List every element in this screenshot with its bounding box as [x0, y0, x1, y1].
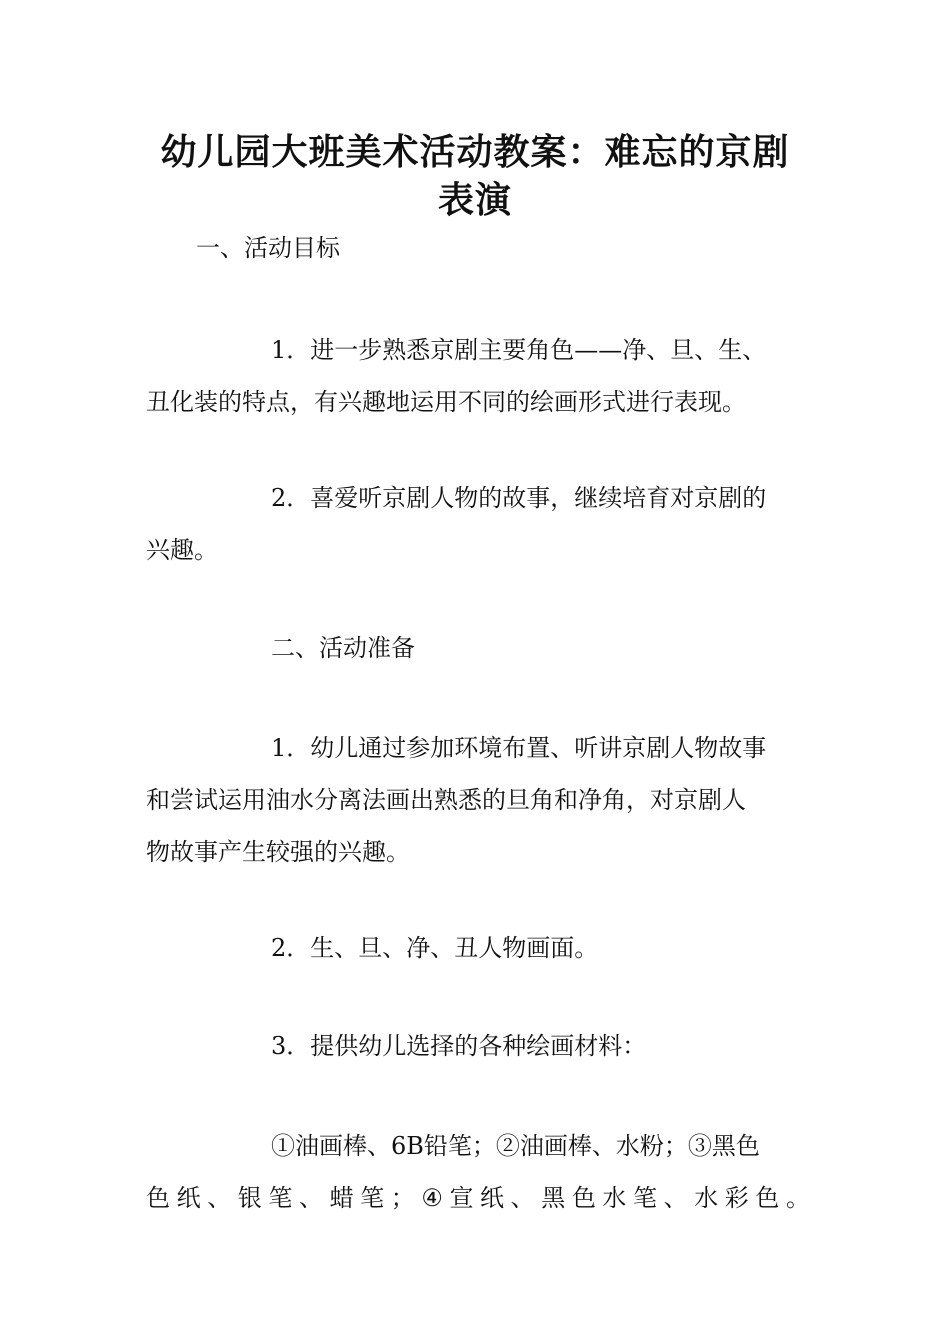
materials-list — [146, 1120, 810, 1224]
section-heading-preparation — [146, 622, 810, 674]
materials-line-2-char: 宣 — [449, 1184, 474, 1212]
materials-line-2-char: 蜡 — [329, 1184, 354, 1212]
materials-line-2-char: 、 — [298, 1184, 323, 1212]
goal-item-1-line-1: 1．进一步熟悉京剧主要角色——净、旦、生、 — [271, 336, 767, 364]
goal-item-1-line-2: 丑化装的特点，有兴趣地运用不同的绘画形式进行表现。 — [146, 388, 746, 416]
document-title-line-2: 表演 — [437, 180, 512, 221]
prep-item-3-line-1: 3．提供幼儿选择的各种绘画材料： — [271, 1032, 647, 1060]
materials-line-2-char: 、 — [207, 1184, 232, 1212]
prep-item-1 — [146, 722, 810, 878]
prep-item-1-line-2: 和尝试运用油水分离法画出熟悉的旦角和净角，对京剧人 — [146, 786, 746, 814]
materials-line-2-char: 色 — [146, 1184, 170, 1212]
materials-line-2-char: 笔 — [268, 1184, 293, 1212]
materials-line-2-char: 。 — [785, 1184, 810, 1212]
materials-line-2-char: 、 — [510, 1184, 535, 1212]
goal-item-1 — [146, 324, 810, 428]
materials-line-2-char: 色 — [571, 1184, 596, 1212]
materials-line-2-char: 纸 — [480, 1184, 505, 1212]
prep-item-3 — [146, 1020, 810, 1072]
materials-line-2-char: 色 — [755, 1184, 780, 1212]
materials-line-2-char: 水 — [694, 1184, 719, 1212]
goal-item-2-line-2: 兴趣。 — [146, 536, 218, 564]
materials-line-2-char: 银 — [237, 1184, 262, 1212]
goal-item-2-line-1: 2．喜爱听京剧人物的故事，继续培育对京剧的 — [271, 484, 767, 512]
materials-line-2-char: ④ — [421, 1184, 443, 1212]
materials-line-2-char: 水 — [602, 1184, 627, 1212]
prep-item-1-line-3: 物故事产生较强的兴趣。 — [146, 838, 410, 866]
prep-item-2-line-1: 2．生、旦、净、丑人物画面。 — [271, 934, 599, 962]
materials-line-2-char: 纸 — [176, 1184, 201, 1212]
section-heading-goals — [146, 222, 810, 274]
materials-line-2-char: 笔 — [360, 1184, 385, 1212]
materials-line-2-char: 彩 — [724, 1184, 749, 1212]
section-heading-text: 一、活动目标 — [196, 234, 340, 262]
materials-line-1: ①油画棒、6B铅笔；②油画棒、水粉；③黑色 — [271, 1132, 760, 1160]
prep-item-2 — [146, 922, 810, 974]
materials-line-2-char: 笔 — [633, 1184, 658, 1212]
document-title-line-1: 幼儿园大班美术活动教案：难忘的京剧 — [160, 132, 790, 173]
materials-line-2-char: 、 — [663, 1184, 688, 1212]
materials-line-2-char: ； — [390, 1184, 415, 1212]
materials-line-2 — [146, 1172, 810, 1224]
goal-item-2 — [146, 472, 810, 576]
prep-item-1-line-1: 1．幼儿通过参加环境布置、听讲京剧人物故事 — [271, 734, 767, 762]
section-heading-text: 二、活动准备 — [271, 634, 415, 662]
materials-line-2-char: 黑 — [541, 1184, 566, 1212]
